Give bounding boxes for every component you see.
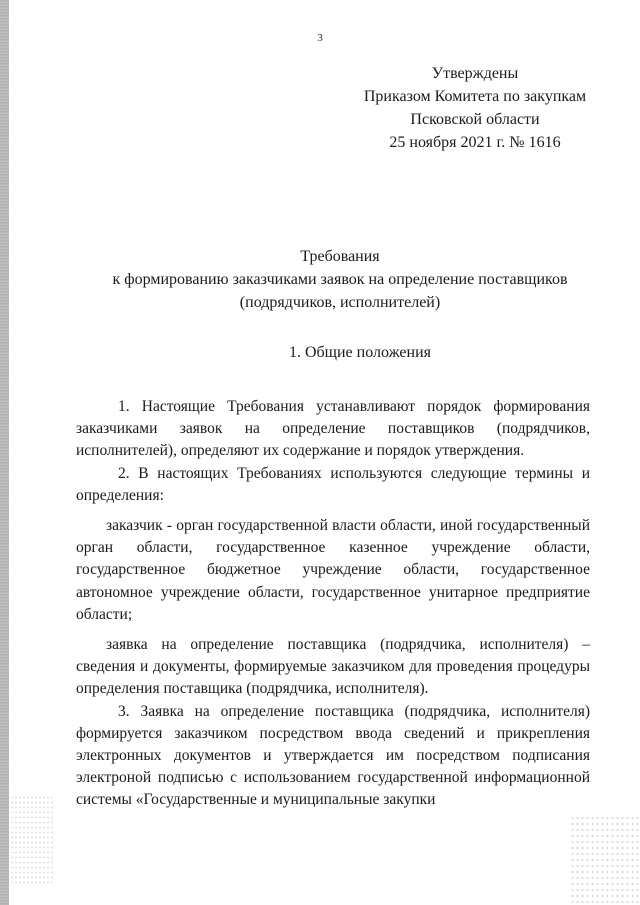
- approval-line: Псковской области: [410, 111, 540, 128]
- scan-noise: [10, 795, 55, 885]
- approval-date-number: 25 ноября 2021 г. № 1616: [389, 134, 561, 151]
- paragraph: 3. Заявка на определение поставщика (подрядчика, исполнителя) формируется заказчиком посредством ввода сведений и прикрепления электронных документов и утверждается им посредством подписания электроной подписью с использованием государственной информационной системы «Государственные и муниципальные закупки: [76, 702, 590, 809]
- section-heading: 1. Общие положения: [288, 344, 432, 361]
- title-line: Требования: [300, 248, 380, 265]
- document-body: [76, 396, 590, 812]
- paragraph: 1. Настоящие Требования устанавливают порядок формирования заказчиками заявок на определение поставщиков (подрядчиков, исполнителей), определяют их содержание и порядок утверждения.: [76, 398, 590, 460]
- approval-line: Утверждены: [431, 65, 519, 82]
- approval-line: Приказом Комитета по закупкам: [363, 88, 587, 105]
- scan-edge: [0, 0, 9, 905]
- document-title: [60, 245, 620, 314]
- paragraph: 2. В настоящих Требованиях используются следующие термины и определения:: [76, 464, 590, 504]
- paragraph-definition: заявка на определение поставщика (подрядчика, исполнителя) – сведения и документы, формируемые заказчиком для проведения процедуры определения поставщика (подрядчика, исполнителя).: [76, 636, 590, 698]
- approval-block: [340, 62, 610, 154]
- title-line: (подрядчиков, исполнителей): [239, 294, 441, 311]
- paragraph-definition: заказчик - орган государственной власти области, иной государственный орган области, государственное казенное учреждение области, государственное бюджетное учреждение области, государственное автономное учреждение области, государственное унитарное предприятие области;: [76, 517, 590, 623]
- scan-noise: [570, 815, 640, 905]
- page-number: 3: [317, 32, 323, 44]
- title-line: к формированию заказчиками заявок на определение поставщиков: [112, 271, 568, 288]
